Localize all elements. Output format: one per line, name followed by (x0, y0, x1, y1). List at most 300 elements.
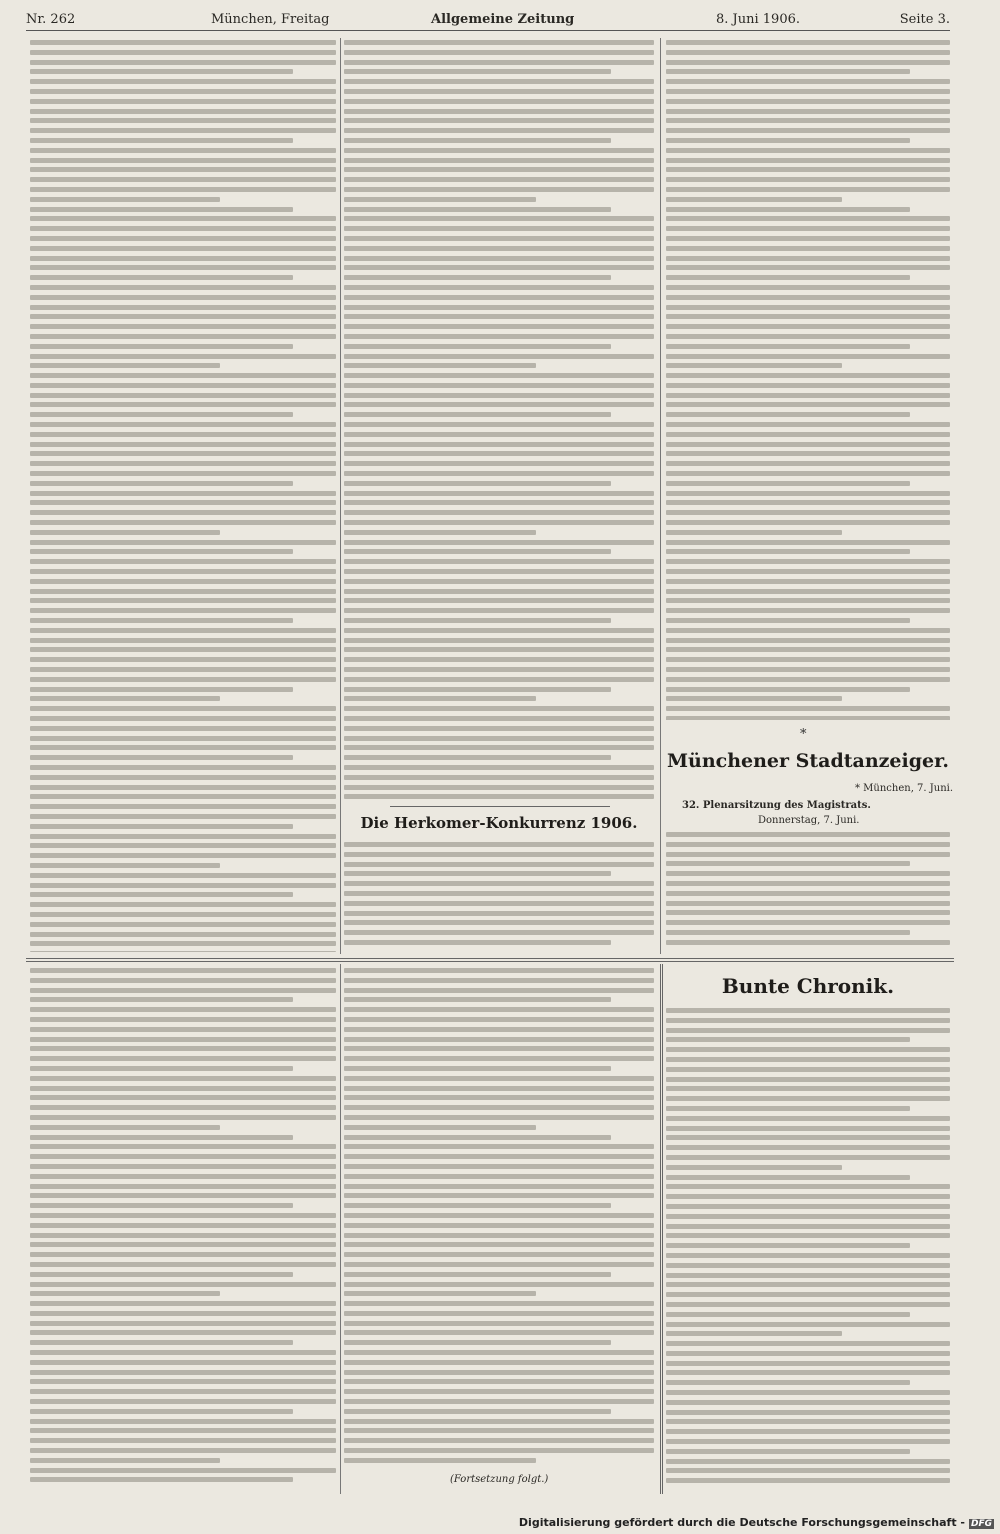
text-line (30, 216, 336, 221)
text-line (344, 726, 654, 731)
text-line (30, 461, 336, 466)
feuilleton-column-2 (344, 968, 654, 1464)
text-line (666, 1145, 950, 1150)
text-line (666, 1233, 950, 1238)
text-line (344, 628, 654, 633)
text-line (30, 285, 336, 290)
text-line (344, 1291, 536, 1296)
text-line (344, 481, 611, 486)
text-line (344, 1448, 654, 1453)
text-line (344, 647, 654, 652)
text-line (30, 187, 336, 192)
text-line (30, 1203, 293, 1208)
fortsetzung-note: (Fortsetzung folgt.) (450, 1474, 549, 1485)
text-line (666, 1096, 950, 1101)
text-line (30, 1066, 293, 1071)
text-line (344, 1409, 611, 1414)
text-line (344, 569, 654, 574)
text-line (344, 334, 654, 339)
text-line (344, 540, 654, 545)
text-line (666, 716, 950, 720)
page-header (26, 8, 950, 30)
text-line (30, 79, 336, 84)
text-line (30, 706, 336, 711)
text-line (30, 1037, 336, 1042)
text-line (344, 1301, 654, 1306)
stadtanzeiger-dateline: * München, 7. Juni. (855, 783, 954, 794)
text-line (344, 412, 611, 417)
text-line (30, 89, 336, 94)
text-line (344, 871, 611, 876)
text-line (666, 647, 950, 652)
text-line (30, 412, 293, 417)
text-line (30, 197, 220, 202)
text-line (666, 432, 950, 437)
text-line (666, 69, 910, 74)
bunte-chronik-article (666, 1008, 950, 1488)
text-line (30, 1174, 336, 1179)
text-line (30, 207, 293, 212)
text-line (30, 775, 336, 780)
text-line (344, 862, 654, 867)
text-line (30, 559, 336, 564)
text-line (666, 1370, 950, 1375)
newspaper-title: Allgemeine Zeitung (431, 12, 575, 27)
text-line (344, 1330, 654, 1335)
text-line (666, 842, 950, 847)
text-line (344, 988, 654, 993)
text-line (30, 510, 336, 515)
text-line (666, 285, 950, 290)
text-line (344, 911, 654, 916)
text-line (344, 216, 654, 221)
text-line (30, 804, 336, 809)
text-line (30, 997, 293, 1002)
text-line (30, 1370, 336, 1375)
text-line (30, 118, 336, 123)
text-line (30, 1242, 336, 1247)
plenarsitzung-line: 32. Plenarsitzung des Magistrats. (682, 800, 871, 811)
text-line (30, 265, 336, 270)
text-line (30, 785, 336, 790)
text-line (30, 569, 336, 574)
text-line (344, 598, 654, 603)
text-line (344, 940, 611, 945)
text-line (30, 1399, 336, 1404)
fold-rule (26, 958, 954, 959)
text-line (30, 295, 336, 300)
text-line (666, 373, 950, 378)
text-line (30, 1350, 336, 1355)
text-line (666, 638, 950, 643)
text-line (344, 530, 536, 535)
text-line (666, 314, 950, 319)
text-line (666, 549, 910, 554)
text-line (666, 481, 910, 486)
text-line (666, 422, 950, 427)
text-line (666, 930, 910, 935)
text-line (344, 1056, 654, 1061)
text-line (30, 60, 336, 65)
stadtanzeiger-article (666, 832, 950, 952)
text-line (30, 922, 336, 927)
text-line (666, 40, 950, 45)
text-line (666, 402, 950, 407)
text-line (666, 1468, 950, 1473)
text-line (666, 50, 950, 55)
text-line (344, 589, 654, 594)
text-line (666, 1018, 950, 1023)
text-line (30, 814, 336, 819)
text-line (30, 1321, 336, 1326)
text-line (666, 236, 950, 241)
text-line (30, 1262, 336, 1267)
text-line (344, 148, 654, 153)
text-line (666, 1351, 950, 1356)
text-line (30, 1105, 336, 1110)
text-line (666, 677, 950, 682)
text-line (344, 745, 654, 750)
text-line (666, 324, 950, 329)
text-line (344, 1115, 654, 1120)
text-line (344, 354, 654, 359)
text-line (666, 667, 950, 672)
text-line (30, 1468, 336, 1473)
text-line (344, 1458, 536, 1463)
text-line (666, 871, 950, 876)
text-line (344, 765, 654, 770)
section-rule (390, 806, 610, 807)
text-line (666, 167, 950, 172)
digitization-credit (519, 1516, 994, 1529)
text-line (30, 696, 220, 701)
text-line (666, 598, 950, 603)
text-lines (344, 40, 654, 800)
text-line (666, 1439, 950, 1444)
text-line (666, 1047, 950, 1052)
text-line (30, 1154, 336, 1159)
text-line (344, 1389, 654, 1394)
text-line (30, 647, 336, 652)
text-lines (344, 968, 654, 1464)
text-line (30, 305, 336, 310)
text-line (30, 256, 336, 261)
text-line (344, 246, 654, 251)
text-line (344, 1399, 654, 1404)
page-number: Seite 3. (899, 12, 950, 27)
text-line (666, 1106, 910, 1111)
text-line (30, 843, 336, 848)
text-line (666, 589, 950, 594)
text-line (344, 1223, 654, 1228)
text-line (30, 432, 336, 437)
text-line (666, 354, 950, 359)
text-line (30, 1282, 336, 1287)
text-line (30, 1017, 336, 1022)
text-line (344, 1428, 654, 1433)
text-line (344, 794, 654, 799)
text-line (30, 912, 336, 917)
dfg-logo: DFG (970, 1519, 992, 1529)
text-line (344, 265, 654, 270)
text-line (30, 883, 336, 888)
text-line (666, 1263, 950, 1268)
text-line (666, 1341, 950, 1346)
text-line (30, 755, 293, 760)
text-line (30, 1223, 336, 1228)
text-line (30, 863, 220, 868)
text-line (30, 892, 293, 897)
text-line (30, 978, 336, 983)
text-line (344, 667, 654, 672)
text-line (666, 861, 910, 866)
text-line (344, 422, 654, 427)
text-line (30, 853, 336, 858)
text-line (344, 755, 611, 760)
text-line (344, 79, 654, 84)
text-line (344, 305, 654, 310)
text-line (344, 1438, 654, 1443)
text-line (30, 765, 336, 770)
text-line (344, 618, 611, 623)
page-reference: Nr. 262 (26, 12, 76, 27)
text-lines (666, 1008, 950, 1488)
text-line (344, 89, 654, 94)
text-line (344, 559, 654, 564)
text-lines (666, 40, 950, 720)
text-line (344, 187, 654, 192)
text-line (344, 775, 654, 780)
text-line (666, 1057, 950, 1062)
upper-column-3 (666, 40, 950, 720)
text-line (666, 540, 950, 545)
text-line (344, 968, 654, 973)
text-line (344, 461, 654, 466)
text-line (666, 256, 950, 261)
text-line (30, 344, 293, 349)
text-line (30, 393, 336, 398)
text-line (30, 1125, 220, 1130)
text-line (344, 1311, 654, 1316)
text-line (344, 520, 654, 525)
text-line (666, 1459, 950, 1464)
text-line (666, 687, 910, 692)
text-line (344, 997, 611, 1002)
text-line (344, 1350, 654, 1355)
text-line (666, 1243, 910, 1248)
text-line (344, 1321, 654, 1326)
text-line (30, 873, 336, 878)
text-line (344, 373, 654, 378)
text-line (666, 559, 950, 564)
text-line (30, 988, 336, 993)
text-line (666, 881, 950, 886)
text-line (344, 1184, 654, 1189)
text-line (30, 226, 336, 231)
text-line (30, 1213, 336, 1218)
text-line (666, 1175, 910, 1180)
text-line (344, 295, 654, 300)
text-line (344, 1262, 654, 1267)
text-line (666, 148, 950, 153)
text-line (344, 128, 654, 133)
text-line (666, 471, 950, 476)
text-line (30, 1428, 336, 1433)
text-line (30, 1184, 336, 1189)
text-line (666, 530, 842, 535)
text-line (30, 236, 336, 241)
text-line (666, 920, 950, 925)
text-line (344, 1095, 654, 1100)
text-line (666, 246, 950, 251)
text-line (666, 177, 950, 182)
text-line (666, 569, 950, 574)
text-line (344, 1164, 654, 1169)
bunte-chronik-heading: Bunte Chronik. (721, 974, 895, 998)
text-line (344, 1370, 654, 1375)
text-line (666, 520, 950, 525)
text-line (344, 442, 654, 447)
text-line (666, 89, 950, 94)
text-line (30, 1007, 336, 1012)
text-line (666, 1429, 950, 1434)
text-line (344, 491, 654, 496)
text-line (30, 491, 336, 496)
text-line (666, 1400, 950, 1405)
text-line (666, 500, 950, 505)
text-line (30, 40, 336, 45)
text-line (30, 1027, 336, 1032)
text-line (344, 842, 654, 847)
text-line (30, 246, 336, 251)
text-line (666, 1478, 950, 1483)
text-line (344, 109, 654, 114)
text-line (666, 1322, 950, 1327)
text-line (344, 852, 654, 857)
text-line (344, 256, 654, 261)
text-line (666, 1380, 910, 1385)
text-line (30, 1360, 336, 1365)
text-line (30, 834, 336, 839)
text-line (666, 1204, 950, 1209)
text-line (666, 608, 950, 613)
text-line (344, 1086, 654, 1091)
header-rule (26, 30, 950, 31)
text-line (344, 285, 654, 290)
upper-column-1 (30, 40, 336, 952)
text-line (666, 1302, 950, 1307)
text-line (30, 530, 220, 535)
text-line (344, 50, 654, 55)
text-line (666, 1165, 842, 1170)
text-line (30, 902, 336, 907)
text-line (666, 1155, 950, 1160)
text-line (30, 598, 336, 603)
text-line (30, 1252, 336, 1257)
text-line (30, 1291, 220, 1296)
text-line (666, 109, 950, 114)
text-line (30, 1311, 336, 1316)
text-line (344, 177, 654, 182)
text-line (344, 510, 654, 515)
text-line (30, 549, 293, 554)
text-line (30, 1193, 336, 1198)
text-line (666, 1253, 950, 1258)
text-line (30, 1409, 293, 1414)
text-line (344, 500, 654, 505)
text-line (30, 275, 293, 280)
text-line (344, 1027, 654, 1032)
text-line (666, 1410, 950, 1415)
text-line (30, 968, 336, 973)
text-line (344, 901, 654, 906)
text-lines (666, 832, 950, 950)
text-line (30, 128, 336, 133)
column-divider (340, 38, 341, 954)
text-line (344, 383, 654, 388)
text-line (30, 667, 336, 672)
text-line (666, 696, 842, 701)
text-line (30, 148, 336, 153)
text-line (344, 432, 654, 437)
text-line (344, 608, 654, 613)
text-line (666, 461, 950, 466)
text-line (666, 1224, 950, 1229)
text-line (344, 706, 654, 711)
upper-column-2 (344, 40, 654, 800)
place-and-day: München, Freitag (211, 12, 330, 27)
text-line (30, 1115, 336, 1120)
text-line (666, 1028, 950, 1033)
text-line (666, 363, 842, 368)
text-line (666, 1086, 950, 1091)
text-line (666, 657, 950, 662)
text-line (30, 69, 293, 74)
text-line (666, 1194, 950, 1199)
text-line (666, 891, 950, 896)
text-line (666, 412, 910, 417)
text-line (30, 422, 336, 427)
text-line (30, 1095, 336, 1100)
text-line (344, 891, 654, 896)
text-line (30, 383, 336, 388)
text-line (666, 901, 950, 906)
text-line (666, 1116, 950, 1121)
text-line (344, 1340, 611, 1345)
text-line (344, 1379, 654, 1384)
text-line (30, 745, 336, 750)
section-star: * (800, 727, 807, 742)
text-line (666, 1077, 950, 1082)
text-line (666, 383, 950, 388)
text-line (344, 687, 611, 692)
text-line (344, 1282, 654, 1287)
text-line (666, 832, 950, 837)
text-line (30, 932, 336, 937)
text-line (30, 1389, 336, 1394)
text-line (30, 726, 336, 731)
text-line (30, 520, 336, 525)
text-line (30, 354, 336, 359)
text-line (666, 128, 950, 133)
credit-text: Digitalisierung gefördert durch die Deutsche Forschungsgemeinschaft - (518, 1516, 965, 1529)
text-line (30, 794, 336, 799)
text-line (344, 677, 654, 682)
text-line (666, 207, 910, 212)
text-line (666, 1419, 950, 1424)
text-line (30, 451, 336, 456)
text-line (30, 540, 336, 545)
